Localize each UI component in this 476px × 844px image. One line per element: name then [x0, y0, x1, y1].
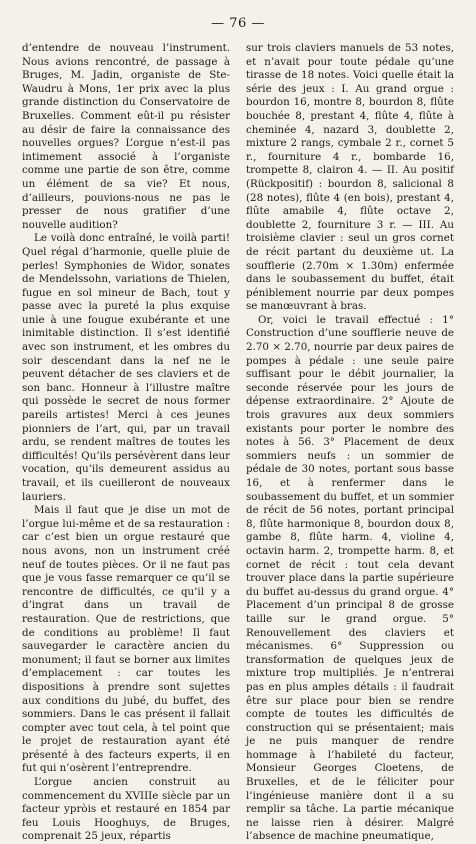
paragraph: Mais il faut que je dise un mot de l’orgue lui-même et de sa restauration : car c’est bien un orgue restauré que nous avons, non un instrument créé neuf de toutes pièces. Or il ne faut pas que je vous fasse remarquer ce qu’il se rencontre de difficultés, ce qu’il y a d’ingrat dans un travail de restauration. Que de restrictions, que de conditions au problème! Il faut sauvegarder le caractère ancien du monument; il faut se borner aux limites d’emplacement : car toutes les dispositions à prendre sont sujettes aux conditions du jubé, du buffet, des sommiers. Dans le cas présent il fallait compter avec tout cela, à tel point que le projet de restauration ayant été présenté à des facteurs experts, il en fut qui n’osèrent l’entreprendre. — [22, 504, 230, 775]
left-column — [22, 42, 230, 844]
page-number: — 76 — — [211, 16, 265, 31]
paragraph: Or, voici le travail effectué : 1° Construction d’une soufflerie neuve de 2.70 × 2.70, nourrie par deux paires de pompes à pédale : une seule paire suffisant pour le débit journalier, la seconde réservée pour les jours de dépense extraordinaire. 2° Ajoute de trois gravures aux deux sommiers existants pour porter le nombre des notes à 56. 3° Placement de deux sommiers neufs : un sommier de pédale de 30 notes, portant sous basse 16, et à renfermer dans le soubassement du buffet, et un sommier de récit de 56 notes, portant principal 8, flûte harmonique 8, bourdon doux 8, gambe 8, flûte harm. 4, violine 4, octavin harm. 2, trompette harm. 8, et cornet de récit : tout cela devant trouver place dans la partie supérieure du buffet au-dessus du grand orgue. 4° Placement d’un principal 8 de grosse taille sur le grand orgue. 5° Renouvellement des claviers et mécanismes. 6° Suppression ou transformation de quelques jeux de mixture trop multipliés. Je n’entrerai pas en plus amples détails : il faudrait être sur place pour bien se rendre compte de toutes les difficultés de construction qui se présentaient; mais je ne puis manquer de rendre hommage à l’habileté du facteur, Monsieur Georges Cloetens, de Bruxelles, et de le féliciter pour l’ingénieuse manière dont il a su remplir sa tâche. La partie mécanique ne laisse rien à désirer. Malgré l’absence de machine pneumatique, — [246, 313, 454, 843]
paragraph: L’orgue ancien construit au commencement du XVIIIe siècle par un facteur ypròis et restauré en 1854 par feu Louis Hooghuys, de Bruges, comprenait 25 jeux, répartis — [22, 776, 230, 843]
paragraph: d’entendre de nouveau l’instrument. Nous avions rencontré, de passage à Bruges, M. Jadin, organiste de Ste-Waudru à Mons, 1er prix avec la plus grande distinction du Conservatoire de Bruxelles. Comment eût-il pu résister au désir de faire la connaissance des nouvelles orgues? L’orgue n’est-il pas intimement associé à l’organiste comme une partie de son être, comme un élément de sa vie? Et nous, d’ailleurs, pouvions-nous ne pas le presser de nous gratifier d’une nouvelle audition? — [22, 42, 230, 231]
paragraph: sur trois claviers manuels de 53 notes, et n’avait pour toute pédale qu’une tirasse de 18 notes. Voici quelle était la série des jeux : I. Au grand orgue : bourdon 16, montre 8, bourdon 8, flûte bouchée 8, prestant 4, flûte 4, flûte à cheminée 4, nazard 3, doublette 2, mixture 2 rangs, cymbale 2 r., cornet 5 r., fourniture 4 r., bombarde 16, trompette 8, clairon 4. — II. Au positif (Rückpositif) : bourdon 8, salicional 8 (28 notes), flûte 4 (en bois), prestant 4, flûte amabile 4, flûte octave 2, doublette 2, fourniture 3 r. — III. Au troisième clavier : seul un gros cornet de récit partant du deuxième ut. La soufflerie (2.70m × 1.30m) enfermée dans le soubassement du buffet, était péniblement nourrie par deux pompes se manœuvrant à bras. — [246, 42, 454, 313]
paragraph: Le voilà donc entraîné, le voilà parti! Quel régal d’harmonie, quelle pluie de perles! Symphonies de Widor, sonates de Mendelssohn, variations de Thielen, fugue en sol mineur de Bach, tout y passe avec la pureté la plus exquise unie à une fougue exubérante et une inimitable distinction. Il s’est identifié avec son instrument, et les ombres du soir descendant dans la nef ne le peuvent détacher de ses claviers et de son banc. Honneur à l’illustre maître qui possède le secret de nous former pareils artistes! Merci à ces jeunes pionniers de l’art, qui, par un travail ardu, se rendent maîtres de toutes les difficultés! Qu’ils persévèrent dans leur vocation, qu’ils demeurent assidus au travail, et ils cueilleront de nouveaux lauriers. — [22, 232, 230, 503]
right-column — [246, 42, 454, 844]
